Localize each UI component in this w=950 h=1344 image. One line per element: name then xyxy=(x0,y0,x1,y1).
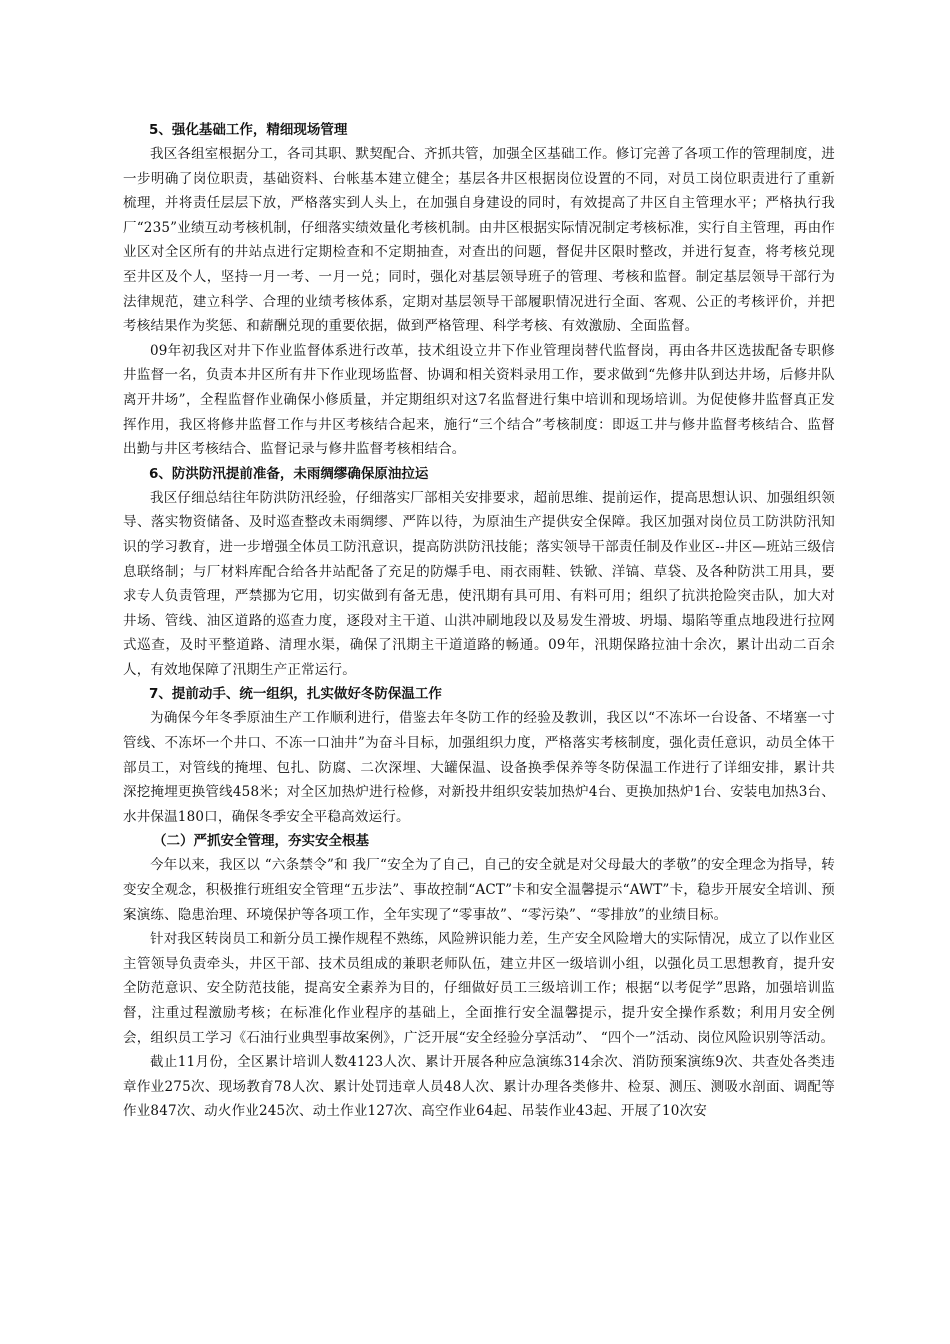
paragraph: 截止11月份，全区累计培训人数4123人次、累计开展各种应急演练314余次、消防预案演练9次、共查处各类违章作业275次、现场教育78人次、累计处罚违章人员48人次、累计办理各类修井、检泵、测压、测吸水剖面、调配等作业847次、动火作业245次、动土作业127次、高空作业64起、吊装作业43起、开展了10次安 xyxy=(123,1054,835,1120)
paragraph: 09年初我区对井下作业监督体系进行改革，技术组设立井下作业管理岗替代监督岗，再由各井区选拔配备专职修井监督一名，负责本井区所有井下作业现场监督、协调和相关资料录用工作，要求做到“先修井队到达井场，后修井队离开井场”，全程监督作业确保小修质量，并定期组织对这7名监督进行集中培训和现场培训。为促使修井监督真正发挥作用，我区将修井监督工作与井区考核结合起来，施行“三个结合”考核制度：即返工井与修井监督考核结合、监督出勤与井区考核结合、监督记录与修井监督考核相结合。 xyxy=(123,342,835,458)
paragraph: 我区各组室根据分工，各司其职、默契配合、齐抓共管，加强全区基础工作。修订完善了各项工作的管理制度，进一步明确了岗位职责，基础资料、台帐基本建立健全；基层各井区根据岗位设置的不同，对员工岗位职责进行了重新梳理，并将责任层层下放，严格落实到人头上，在加强自身建设的同时，有效提高了井区自主管理水平；严格执行我厂“235”业绩互动考核机制，仔细落实绩效量化考核机制。由井区根据实际情况制定考核标准，实行自主管理，再由作业区对全区所有的井站点进行定期检查和不定期抽查，对查出的问题，督促井区限时整改，并进行复查，将考核兑现至井区及个人，坚持一月一考、一月一兑；同时，强化对基层领导班子的管理、考核和监督。制定基层领导干部行为法律规范，建立科学、合理的业绩考核体系，定期对基层领导干部履职情况进行全面、客观、公正的考核评价，并把考核结果作为奖惩、和薪酬兑现的重要依据，做到严格管理、科学考核、有效激励、全面监督。 xyxy=(123,146,835,335)
paragraph: 我区仔细总结往年防洪防汛经验，仔细落实厂部相关安排要求，超前思维、提前运作，提高思想认识、加强组织领导、落实物资储备、及时巡查整改未雨绸缪、严阵以待，为原油生产提供安全保障。我区加强对岗位员工防洪防汛知识的学习教育，进一步增强全体员工防汛意识，提高防洪防汛技能；落实领导干部责任制及作业区--井区—班站三级信息联络制；与厂材料库配合给各井站配备了充足的防爆手电、雨衣雨鞋、铁锨、洋镐、草袋、及各种防洪工用具，要求专人负责管理，严禁挪为它用，切实做到有备无患，使汛期有具可用、有料可用；组织了抗洪抢险突击队，加大对井场、管线、油区道路的巡查力度，逐段对主干道、山洪冲刷地段以及易发生滑坡、坍塌、塌陷等重点地段进行拉网式巡查，及时平整道路、清理水渠，确保了汛期主干道道路的畅通。09年，汛期保路拉油十余次，累计出动二百余人，有效地保障了汛期生产正常运行。 xyxy=(123,489,835,678)
paragraph: 今年以来，我区以 “六条禁令”和 我厂“安全为了自己，自己的安全就是对父母最大的孝敬”的安全理念为指导，转变安全观念，积极推行班组安全管理“五步法”、事故控制“ACT”卡和安全温馨提示“AWT”卡，稳步开展安全培训、预案演练、隐患治理、环境保护等各项工作，全年实现了“零事故”、“零污染”、“零排放”的业绩目标。 xyxy=(123,857,835,923)
section-heading: 7、提前动手、统一组织，扎实做好冬防保温工作 xyxy=(149,686,442,703)
section-heading: （二）严抓安全管理，夯实安全根基 xyxy=(153,833,369,850)
document-page xyxy=(123,118,835,1124)
paragraph: 为确保今年冬季原油生产工作顺利进行，借鉴去年冬防工作的经验及教训，我区以“不冻坏一台设备、不堵塞一寸管线、不冻坏一个井口、不冻一口油井”为奋斗目标，加强组织力度，严格落实考核制度，强化责任意识，动员全体干部员工，对管线的掩埋、包扎、防腐、二次深埋、大罐保温、设备换季保养等冬防保温工作进行了详细安排，累计共深挖掩埋更换管线458米；对全区加热炉进行检修，对新投井组织安装加热炉4台、更换加热炉1台、安装电加热3台、水井保温180口，确保冬季安全平稳高效运行。 xyxy=(123,710,835,825)
section-heading: 5、强化基础工作，精细现场管理 xyxy=(149,122,348,138)
paragraph: 针对我区转岗员工和新分员工操作规程不熟练，风险辨识能力差，生产安全风险增大的实际情况，成立了以作业区主管领导负责牵头，井区干部、技术员组成的兼职老师队伍，建立井区一级培训小组，以强化员工思想教育，提升安全防范意识、安全防范技能，提高安全素养为目的，仔细做好员工三级培训工作；根据“以考促学”思路，加强培训监督，注重过程激励考核；在标准化作业程序的基础上，全面推行安全温馨提示，提升安全操作系数；利用月安全例会，组织员工学习《石油行业典型事故案例》，广泛开展“安全经验分享活动”、 “四个一”活动、岗位风险识别等活动。 xyxy=(123,931,835,1046)
section-heading: 6、防洪防汛提前准备，未雨绸缪确保原油拉运 xyxy=(149,465,429,482)
